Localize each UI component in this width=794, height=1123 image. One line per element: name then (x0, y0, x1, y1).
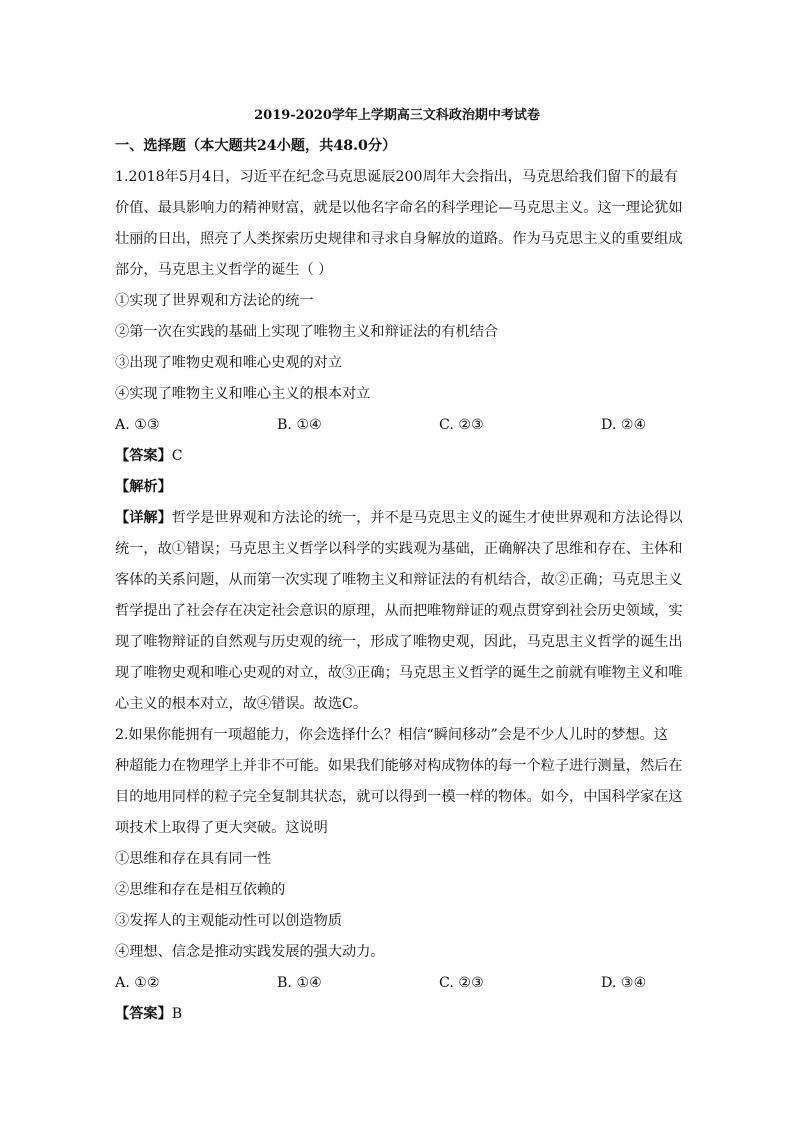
q1-answer (115, 441, 685, 472)
q1-item: ③出现了唯物史观和唯心史观的对立 (115, 355, 343, 371)
q2-option-a: A. ①② (115, 975, 160, 991)
q2-stem-line: 种超能力在物理学上并非不可能。如果我们能够对构成物体的每一个粒子进行测量，然后在 (115, 758, 683, 774)
q2-option-d: D. ③④ (601, 975, 647, 991)
q1-stem-line: 部分，马克思主义哲学的诞生（ ） (115, 262, 333, 278)
detail-label: 【详解】 (115, 510, 172, 526)
answer-label: 【答案】 (115, 1006, 172, 1022)
q2-option-b: B. ①④ (277, 975, 322, 991)
q2-item: ①思维和存在具有同一性 (115, 851, 272, 867)
q1-option-c: C. ②③ (439, 417, 484, 433)
q2-item: ③发挥人的主观能动性可以创造物质 (115, 913, 343, 929)
section-heading: 一、选择题（本大题共24小题，共48.0分） (115, 138, 397, 154)
exam-title: 2019-2020学年上学期高三文科政治期中考试卷 (254, 108, 540, 123)
q1-item: ④实现了唯物主义和唯心主义的根本对立 (115, 386, 371, 402)
q1-detail-line: 现了唯物史观和唯心史观的对立，故③正确；马克思主义哲学的诞生之前就有唯物主义和唯 (115, 665, 683, 681)
q1-detail-line: 客体的关系问题，从而第一次实现了唯物主义和辩证法的有机结合，故②正确；马克思主义 (115, 572, 683, 588)
q2-options (115, 968, 685, 999)
q1-detail-line: 统一，故①错误；马克思主义哲学以科学的实践观为基础，正确解决了思维和存在、主体和 (115, 541, 683, 557)
q2-stem-line: 目的地用同样的粒子完全复制其状态，就可以得到一模一样的物体。如今，中国科学家在这 (115, 789, 683, 805)
q1-detail-line: 哲学提出了社会存在决定社会意识的原理，从而把唯物辩证的观点贯穿到社会历史领域，实 (115, 603, 683, 619)
q1-item: ①实现了世界观和方法论的统一 (115, 293, 314, 309)
q1-detail-line: 现了唯物辩证的自然观与历史观的统一，形成了唯物史观，因此，马克思主义哲学的诞生出 (115, 634, 683, 650)
q1-option-b: B. ①④ (277, 417, 322, 433)
exam-content (115, 131, 685, 1030)
q2-item: ②思维和存在是相互依赖的 (115, 882, 286, 898)
q2-option-c: C. ②③ (439, 975, 484, 991)
q1-option-d: D. ②④ (601, 417, 647, 433)
q1-detail-line: 心主义的根本对立，故④错误。故选C。 (115, 696, 368, 712)
q1-analysis-label: 【解析】 (115, 479, 172, 495)
q2-stem-line: 2.如果你能拥有一项超能力，你会选择什么？相信“瞬间移动”会是不少人儿时的梦想。这 (115, 727, 668, 743)
q1-detail-line (115, 503, 685, 534)
q1-option-a: A. ①③ (115, 417, 160, 433)
q1-stem-line: 壮丽的日出，照亮了人类探索历史规律和寻求自身解放的道路。作为马克思主义的重要组成 (115, 231, 683, 247)
q2-stem-line: 项技术上取得了更大突破。这说明 (115, 820, 328, 836)
q2-answer (115, 999, 685, 1030)
q1-stem-line: 1.2018年5月4日，习近平在纪念马克思诞辰200周年大会指出，马克思给我们留下的最有 (115, 169, 678, 185)
q1-item: ②第一次在实践的基础上实现了唯物主义和辩证法的有机结合 (115, 324, 499, 340)
q1-stem-line: 价值、最具影响力的精神财富，就是以他名字命名的科学理论—马克思主义。这一理论犹如 (115, 200, 683, 216)
q1-detail-text: 哲学是世界观和方法论的统一，并不是马克思主义的诞生才使世界观和方法论得以 (171, 510, 683, 526)
q2-answer-value: B (171, 1006, 183, 1022)
q1-answer-value: C (171, 448, 183, 464)
answer-label: 【答案】 (115, 448, 172, 464)
q2-item: ④理想、信念是推动实践发展的强大动力。 (115, 944, 385, 960)
q1-options (115, 410, 685, 441)
